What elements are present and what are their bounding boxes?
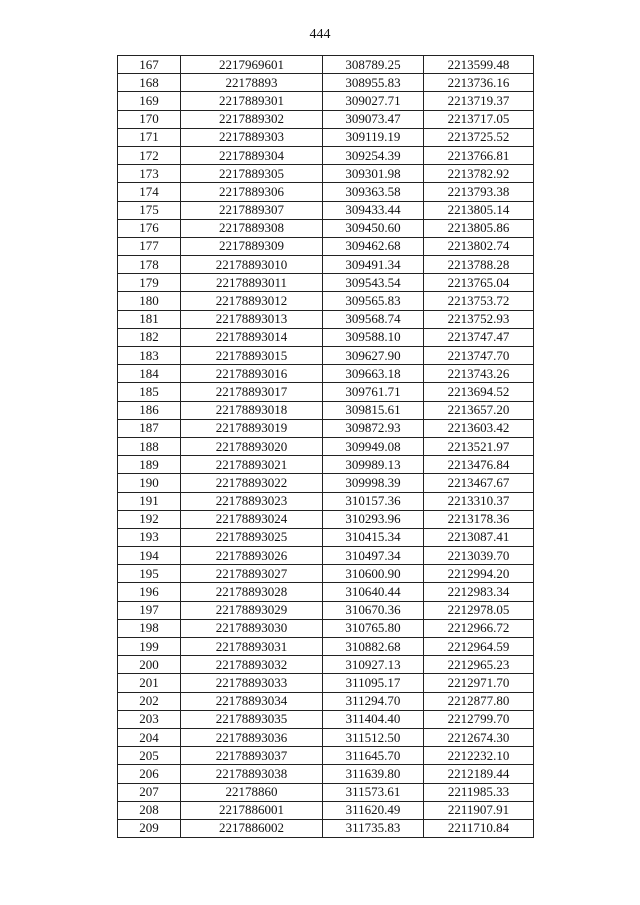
x-coordinate-cell: 309073.47 (323, 110, 424, 128)
table-row (118, 146, 534, 164)
y-coordinate-cell: 2213310.37 (424, 492, 534, 510)
point-number-cell: 197 (118, 601, 181, 619)
table-row (118, 56, 534, 74)
y-coordinate-cell: 2213765.04 (424, 274, 534, 292)
point-number-cell: 204 (118, 728, 181, 746)
point-id-cell: 22178893031 (181, 638, 323, 656)
table-row (118, 510, 534, 528)
y-coordinate-cell: 2213657.20 (424, 401, 534, 419)
point-id-cell: 2217889304 (181, 146, 323, 164)
table-row (118, 110, 534, 128)
x-coordinate-cell: 310927.13 (323, 656, 424, 674)
coordinates-table-body (118, 56, 534, 838)
table-row (118, 619, 534, 637)
point-id-cell: 2217886002 (181, 819, 323, 837)
point-number-cell: 208 (118, 801, 181, 819)
table-row (118, 565, 534, 583)
x-coordinate-cell: 309491.34 (323, 256, 424, 274)
y-coordinate-cell: 2213717.05 (424, 110, 534, 128)
point-number-cell: 209 (118, 819, 181, 837)
point-number-cell: 176 (118, 219, 181, 237)
point-id-cell: 2217969601 (181, 56, 323, 74)
y-coordinate-cell: 2213599.48 (424, 56, 534, 74)
y-coordinate-cell: 2213743.26 (424, 365, 534, 383)
y-coordinate-cell: 2212799.70 (424, 710, 534, 728)
table-row (118, 292, 534, 310)
table-row (118, 183, 534, 201)
table-row (118, 365, 534, 383)
point-number-cell: 177 (118, 237, 181, 255)
y-coordinate-cell: 2212189.44 (424, 765, 534, 783)
table-row (118, 419, 534, 437)
y-coordinate-cell: 2212232.10 (424, 747, 534, 765)
y-coordinate-cell: 2213782.92 (424, 165, 534, 183)
x-coordinate-cell: 310600.90 (323, 565, 424, 583)
point-id-cell: 22178893021 (181, 456, 323, 474)
point-id-cell: 22178893012 (181, 292, 323, 310)
table-row (118, 583, 534, 601)
point-number-cell: 205 (118, 747, 181, 765)
y-coordinate-cell: 2213805.14 (424, 201, 534, 219)
y-coordinate-cell: 2211985.33 (424, 783, 534, 801)
point-number-cell: 195 (118, 565, 181, 583)
table-row (118, 783, 534, 801)
table-row (118, 219, 534, 237)
point-number-cell: 181 (118, 310, 181, 328)
x-coordinate-cell: 309815.61 (323, 401, 424, 419)
table-row (118, 201, 534, 219)
point-id-cell: 22178893015 (181, 347, 323, 365)
point-id-cell: 22178893028 (181, 583, 323, 601)
y-coordinate-cell: 2213802.74 (424, 237, 534, 255)
point-number-cell: 175 (118, 201, 181, 219)
y-coordinate-cell: 2213178.36 (424, 510, 534, 528)
point-number-cell: 203 (118, 710, 181, 728)
x-coordinate-cell: 309568.74 (323, 310, 424, 328)
point-id-cell: 22178893019 (181, 419, 323, 437)
table-row (118, 492, 534, 510)
point-id-cell: 22178893035 (181, 710, 323, 728)
table-row (118, 474, 534, 492)
point-number-cell: 173 (118, 165, 181, 183)
point-id-cell: 22178893024 (181, 510, 323, 528)
y-coordinate-cell: 2211907.91 (424, 801, 534, 819)
y-coordinate-cell: 2213766.81 (424, 146, 534, 164)
table-row (118, 656, 534, 674)
point-id-cell: 22178893036 (181, 728, 323, 746)
x-coordinate-cell: 309027.71 (323, 92, 424, 110)
table-row (118, 747, 534, 765)
point-id-cell: 22178893038 (181, 765, 323, 783)
x-coordinate-cell: 311404.40 (323, 710, 424, 728)
point-id-cell: 22178893017 (181, 383, 323, 401)
point-number-cell: 201 (118, 674, 181, 692)
point-id-cell: 22178893032 (181, 656, 323, 674)
table-row (118, 728, 534, 746)
point-number-cell: 182 (118, 328, 181, 346)
y-coordinate-cell: 2213719.37 (424, 92, 534, 110)
table-row (118, 547, 534, 565)
x-coordinate-cell: 311620.49 (323, 801, 424, 819)
point-id-cell: 22178893010 (181, 256, 323, 274)
x-coordinate-cell: 309998.39 (323, 474, 424, 492)
point-number-cell: 178 (118, 256, 181, 274)
point-id-cell: 22178893037 (181, 747, 323, 765)
table-row (118, 165, 534, 183)
x-coordinate-cell: 309989.13 (323, 456, 424, 474)
point-number-cell: 189 (118, 456, 181, 474)
x-coordinate-cell: 310640.44 (323, 583, 424, 601)
x-coordinate-cell: 310415.34 (323, 528, 424, 546)
point-number-cell: 202 (118, 692, 181, 710)
point-number-cell: 194 (118, 547, 181, 565)
x-coordinate-cell: 311512.50 (323, 728, 424, 746)
point-id-cell: 22178893022 (181, 474, 323, 492)
table-row (118, 765, 534, 783)
table-row (118, 674, 534, 692)
point-id-cell: 22178893014 (181, 328, 323, 346)
table-row (118, 347, 534, 365)
point-number-cell: 191 (118, 492, 181, 510)
point-number-cell: 171 (118, 128, 181, 146)
point-id-cell: 2217886001 (181, 801, 323, 819)
point-number-cell: 200 (118, 656, 181, 674)
y-coordinate-cell: 2212674.30 (424, 728, 534, 746)
point-id-cell: 22178893016 (181, 365, 323, 383)
point-id-cell: 2217889303 (181, 128, 323, 146)
y-coordinate-cell: 2213753.72 (424, 292, 534, 310)
x-coordinate-cell: 310293.96 (323, 510, 424, 528)
x-coordinate-cell: 308789.25 (323, 56, 424, 74)
point-id-cell: 22178893 (181, 74, 323, 92)
x-coordinate-cell: 311645.70 (323, 747, 424, 765)
y-coordinate-cell: 2212994.20 (424, 565, 534, 583)
point-number-cell: 180 (118, 292, 181, 310)
y-coordinate-cell: 2213725.52 (424, 128, 534, 146)
y-coordinate-cell: 2212978.05 (424, 601, 534, 619)
point-number-cell: 193 (118, 528, 181, 546)
x-coordinate-cell: 309663.18 (323, 365, 424, 383)
point-number-cell: 185 (118, 383, 181, 401)
x-coordinate-cell: 311639.80 (323, 765, 424, 783)
point-id-cell: 22178893011 (181, 274, 323, 292)
table-row (118, 92, 534, 110)
point-id-cell: 22178893025 (181, 528, 323, 546)
x-coordinate-cell: 311095.17 (323, 674, 424, 692)
point-number-cell: 192 (118, 510, 181, 528)
table-row (118, 437, 534, 455)
x-coordinate-cell: 309363.58 (323, 183, 424, 201)
y-coordinate-cell: 2213747.70 (424, 347, 534, 365)
table-row (118, 256, 534, 274)
y-coordinate-cell: 2213788.28 (424, 256, 534, 274)
y-coordinate-cell: 2212983.34 (424, 583, 534, 601)
point-number-cell: 206 (118, 765, 181, 783)
x-coordinate-cell: 310497.34 (323, 547, 424, 565)
y-coordinate-cell: 2211710.84 (424, 819, 534, 837)
y-coordinate-cell: 2213467.67 (424, 474, 534, 492)
x-coordinate-cell: 309301.98 (323, 165, 424, 183)
x-coordinate-cell: 309588.10 (323, 328, 424, 346)
table-row (118, 528, 534, 546)
point-id-cell: 22178860 (181, 783, 323, 801)
point-id-cell: 22178893034 (181, 692, 323, 710)
point-number-cell: 207 (118, 783, 181, 801)
y-coordinate-cell: 2213793.38 (424, 183, 534, 201)
point-id-cell: 22178893018 (181, 401, 323, 419)
point-id-cell: 22178893026 (181, 547, 323, 565)
x-coordinate-cell: 308955.83 (323, 74, 424, 92)
x-coordinate-cell: 311294.70 (323, 692, 424, 710)
point-id-cell: 2217889302 (181, 110, 323, 128)
y-coordinate-cell: 2213603.42 (424, 419, 534, 437)
point-number-cell: 183 (118, 347, 181, 365)
y-coordinate-cell: 2212966.72 (424, 619, 534, 637)
table-row (118, 328, 534, 346)
point-number-cell: 186 (118, 401, 181, 419)
x-coordinate-cell: 309565.83 (323, 292, 424, 310)
y-coordinate-cell: 2212964.59 (424, 638, 534, 656)
point-number-cell: 167 (118, 56, 181, 74)
x-coordinate-cell: 310765.80 (323, 619, 424, 637)
x-coordinate-cell: 309543.54 (323, 274, 424, 292)
point-id-cell: 22178893013 (181, 310, 323, 328)
point-id-cell: 22178893027 (181, 565, 323, 583)
point-number-cell: 188 (118, 437, 181, 455)
y-coordinate-cell: 2213476.84 (424, 456, 534, 474)
table-row (118, 692, 534, 710)
table-row (118, 383, 534, 401)
y-coordinate-cell: 2213694.52 (424, 383, 534, 401)
point-number-cell: 174 (118, 183, 181, 201)
point-id-cell: 22178893029 (181, 601, 323, 619)
y-coordinate-cell: 2213521.97 (424, 437, 534, 455)
y-coordinate-cell: 2213747.47 (424, 328, 534, 346)
point-number-cell: 172 (118, 146, 181, 164)
x-coordinate-cell: 309627.90 (323, 347, 424, 365)
table-row (118, 74, 534, 92)
point-number-cell: 170 (118, 110, 181, 128)
table-row (118, 310, 534, 328)
coordinates-table (117, 55, 534, 838)
y-coordinate-cell: 2212965.23 (424, 656, 534, 674)
x-coordinate-cell: 309119.19 (323, 128, 424, 146)
table-row (118, 638, 534, 656)
point-number-cell: 187 (118, 419, 181, 437)
point-id-cell: 2217889309 (181, 237, 323, 255)
table-row (118, 801, 534, 819)
point-id-cell: 22178893033 (181, 674, 323, 692)
table-row (118, 710, 534, 728)
point-number-cell: 169 (118, 92, 181, 110)
point-id-cell: 2217889308 (181, 219, 323, 237)
x-coordinate-cell: 310882.68 (323, 638, 424, 656)
point-id-cell: 2217889301 (181, 92, 323, 110)
table-row (118, 819, 534, 837)
table-row (118, 237, 534, 255)
point-id-cell: 22178893030 (181, 619, 323, 637)
x-coordinate-cell: 309761.71 (323, 383, 424, 401)
x-coordinate-cell: 310157.36 (323, 492, 424, 510)
point-number-cell: 199 (118, 638, 181, 656)
y-coordinate-cell: 2213736.16 (424, 74, 534, 92)
y-coordinate-cell: 2213752.93 (424, 310, 534, 328)
page-number: 444 (309, 27, 331, 42)
point-id-cell: 2217889306 (181, 183, 323, 201)
y-coordinate-cell: 2212971.70 (424, 674, 534, 692)
x-coordinate-cell: 310670.36 (323, 601, 424, 619)
y-coordinate-cell: 2213039.70 (424, 547, 534, 565)
table-row (118, 274, 534, 292)
x-coordinate-cell: 311735.83 (323, 819, 424, 837)
point-number-cell: 179 (118, 274, 181, 292)
point-number-cell: 198 (118, 619, 181, 637)
table-row (118, 601, 534, 619)
x-coordinate-cell: 311573.61 (323, 783, 424, 801)
point-number-cell: 168 (118, 74, 181, 92)
x-coordinate-cell: 309949.08 (323, 437, 424, 455)
point-id-cell: 22178893023 (181, 492, 323, 510)
y-coordinate-cell: 2212877.80 (424, 692, 534, 710)
table-row (118, 128, 534, 146)
y-coordinate-cell: 2213805.86 (424, 219, 534, 237)
table-row (118, 456, 534, 474)
point-id-cell: 2217889305 (181, 165, 323, 183)
x-coordinate-cell: 309450.60 (323, 219, 424, 237)
point-number-cell: 190 (118, 474, 181, 492)
point-number-cell: 196 (118, 583, 181, 601)
x-coordinate-cell: 309254.39 (323, 146, 424, 164)
point-id-cell: 2217889307 (181, 201, 323, 219)
table-row (118, 401, 534, 419)
x-coordinate-cell: 309433.44 (323, 201, 424, 219)
y-coordinate-cell: 2213087.41 (424, 528, 534, 546)
point-number-cell: 184 (118, 365, 181, 383)
x-coordinate-cell: 309462.68 (323, 237, 424, 255)
point-id-cell: 22178893020 (181, 437, 323, 455)
x-coordinate-cell: 309872.93 (323, 419, 424, 437)
